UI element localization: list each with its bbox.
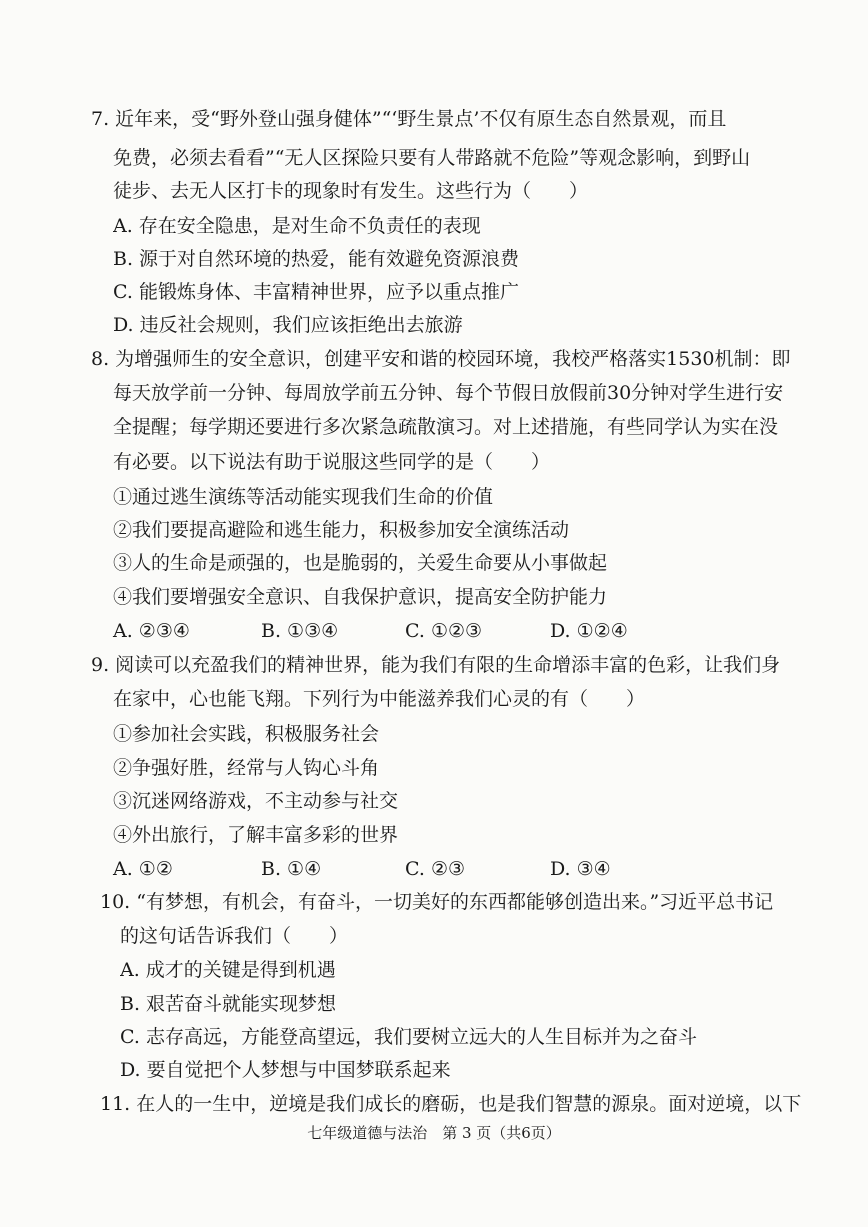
q9-stem-line-2: 在家中，心也能飞翔。下列行为中能滋养我们心灵的有（ ） — [113, 688, 646, 710]
q9-choice-d: D. ③④ — [550, 858, 611, 880]
page-footer: 七年级道德与法治 第 3 页（共6页） — [307, 1124, 561, 1142]
q7-stem-line-2: 免费，必须去看看”“无人区探险只要有人带路就不危险”等观念影响，到野山 — [113, 147, 751, 169]
q8-choice-d: D. ①②④ — [550, 620, 628, 642]
q8-statement-3: ③人的生命是顽强的，也是脆弱的，关爱生命要从小事做起 — [113, 552, 608, 574]
q7-option-a: A. 存在安全隐患，是对生命不负责任的表现 — [113, 215, 481, 237]
q8-stem-line-4: 有必要。以下说法有助于说服这些同学的是（ ） — [113, 451, 551, 473]
q8-statement-1: ①通过逃生演练等活动能实现我们生命的价值 — [113, 486, 494, 508]
q7-stem-line-3: 徒步、去无人区打卡的现象时有发生。这些行为（ ） — [113, 180, 589, 202]
q9-choice-c: C. ②③ — [405, 858, 466, 880]
q8-statement-2: ②我们要提高避险和逃生能力，积极参加安全演练活动 — [113, 519, 570, 541]
q9-choice-a: A. ①② — [113, 858, 173, 880]
q8-choice-a: A. ②③④ — [113, 620, 190, 642]
q10-stem-line-2: 的这句话告诉我们（ ） — [120, 925, 349, 947]
q8-choice-c: C. ①②③ — [405, 620, 483, 642]
q7-option-b: B. 源于对自然环境的热爱，能有效避免资源浪费 — [113, 248, 520, 270]
q9-statement-1: ①参加社会实践，积极服务社会 — [113, 723, 380, 745]
q8-stem-line-1: 8. 为增强师生的安全意识，创建平安和谐的校园环境，我校严格落实1530机制：即 — [91, 348, 791, 370]
q8-stem-line-3: 全提醒；每学期还要进行多次紧急疏散演习。对上述措施，有些同学认为实在没 — [113, 416, 779, 438]
q9-choice-b: B. ①④ — [261, 858, 322, 880]
q8-statement-4: ④我们要增强安全意识、自我保护意识，提高安全防护能力 — [113, 586, 608, 608]
q7-option-c: C. 能锻炼身体、丰富精神世界，应予以重点推广 — [113, 281, 519, 303]
q8-choice-b: B. ①③④ — [261, 620, 339, 642]
q8-stem-line-2: 每天放学前一分钟、每周放学前五分钟、每个节假日放假前30分钟对学生进行安 — [113, 382, 784, 404]
q9-stem-line-1: 9. 阅读可以充盈我们的精神世界，能为我们有限的生命增添丰富的色彩，让我们身 — [91, 654, 781, 676]
q7-stem-line-1: 7. 近年来，受“野外登山强身健体”“‘野生景点’不仅有原生态自然景观，而且 — [91, 108, 727, 130]
q9-statement-4: ④外出旅行，了解丰富多彩的世界 — [113, 824, 399, 846]
q9-statement-2: ②争强好胜，经常与人钩心斗角 — [113, 757, 380, 779]
q8-choices — [0, 618, 868, 644]
q10-option-d: D. 要自觉把个人梦想与中国梦联系起来 — [120, 1059, 451, 1081]
q7-option-d: D. 违反社会规则，我们应该拒绝出去旅游 — [113, 314, 463, 336]
q10-option-c: C. 志存高远，方能登高望远，我们要树立远大的人生目标并为之奋斗 — [120, 1026, 697, 1048]
q11-stem-line-1: 11. 在人的一生中，逆境是我们成长的磨砺，也是我们智慧的源泉。面对逆境，以下 — [100, 1093, 802, 1115]
q10-stem-line-1: 10. “有梦想，有机会，有奋斗，一切美好的东西都能够创造出来。”习近平总书记 — [100, 891, 774, 913]
q10-option-b: B. 艰苦奋斗就能实现梦想 — [120, 993, 337, 1015]
q9-statement-3: ③沉迷网络游戏，不主动参与社交 — [113, 790, 399, 812]
q9-choices — [0, 856, 868, 882]
q10-option-a: A. 成才的关键是得到机遇 — [120, 959, 336, 981]
